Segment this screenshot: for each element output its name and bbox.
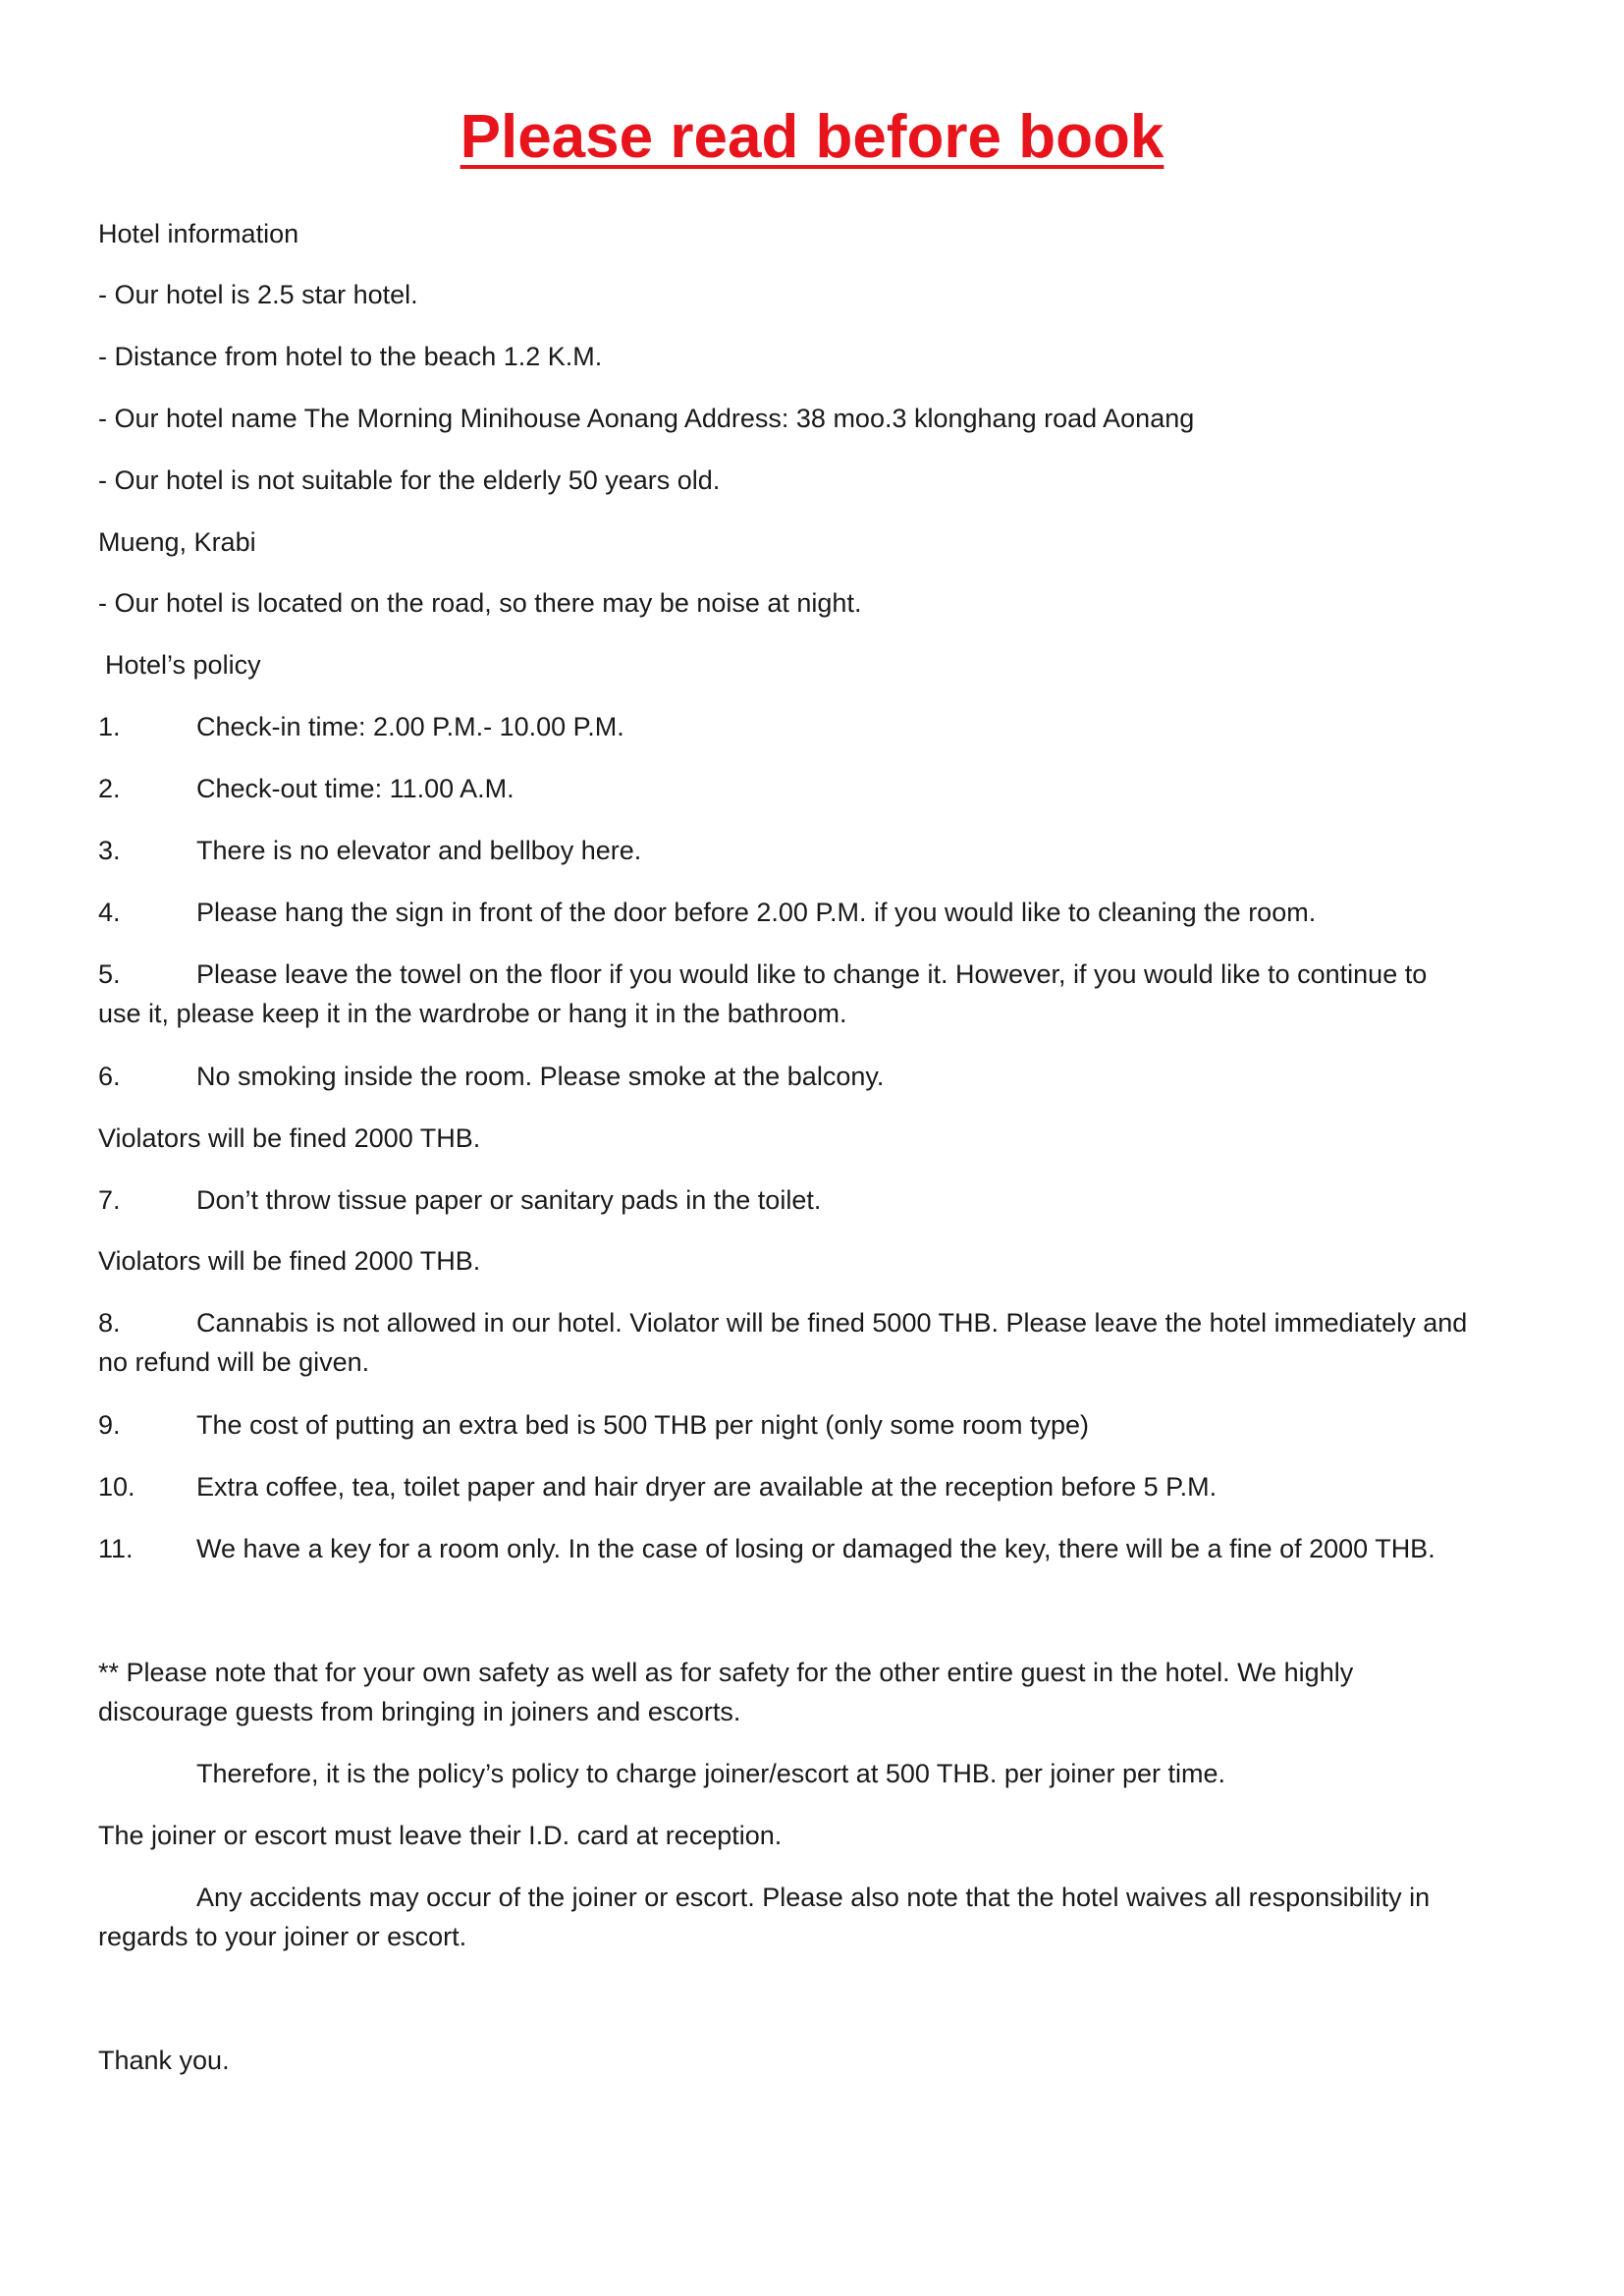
policy-item-number: 4.	[98, 898, 121, 927]
policy-item	[98, 1467, 1217, 1506]
policy-item	[98, 831, 641, 870]
policy-item	[98, 1405, 1089, 1445]
policy-item-number: 2.	[98, 774, 121, 803]
page-title: Please read before book	[460, 103, 1164, 171]
policy-item-text: Please leave the towel on the floor if you would like to change it. However, if you would like to continue to	[196, 959, 1428, 989]
policy-item-text: There is no elevator and bellboy here.	[196, 836, 642, 865]
policy-item	[98, 955, 1427, 994]
policy-item-text: Check-out time: 11.00 A.M.	[196, 774, 514, 803]
policy-item-text: The cost of putting an extra bed is 500 THB per night (only some room type)	[196, 1410, 1089, 1440]
policy-item-number: 9.	[98, 1410, 121, 1440]
policy-item	[98, 1180, 821, 1220]
policy-item-number: 8.	[98, 1308, 121, 1338]
policy-item-text: Don’t throw tissue paper or sanitary pads in the toilet.	[196, 1185, 822, 1215]
policy-item	[98, 1057, 884, 1096]
closing-text: Thank you.	[98, 2046, 230, 2075]
hotel-info-line: - Distance from hotel to the beach 1.2 K.M.	[98, 342, 603, 371]
hotel-info-line: - Our hotel is located on the road, so there may be noise at night.	[98, 588, 862, 618]
policy-item	[98, 769, 514, 808]
policy-item-number: 3.	[98, 836, 121, 865]
policy-item-number: 11.	[98, 1534, 134, 1563]
note-line-text: Therefore, it is the policy’s policy to charge joiner/escort at 500 THB. per joiner per time.	[196, 1759, 1225, 1788]
policy-item-text: Please hang the sign in front of the door before 2.00 P.M. if you would like to cleaning the room.	[196, 898, 1317, 927]
policy-item-text: Check-in time: 2.00 P.M.- 10.00 P.M.	[196, 712, 624, 741]
policy-item-number: 10.	[98, 1472, 135, 1502]
note-line	[98, 1754, 1225, 1793]
hotel-info-line: Mueng, Krabi	[98, 527, 256, 557]
policy-item-text: No smoking inside the room. Please smoke at the balcony.	[196, 1062, 885, 1091]
hotel-info-line: - Our hotel is not suitable for the elderly 50 years old.	[98, 465, 721, 495]
policy-item-number: 6.	[98, 1062, 121, 1091]
policy-item-fine: Violators will be fined 2000 THB.	[98, 1123, 481, 1153]
note-line: discourage guests from bringing in joiners and escorts.	[98, 1697, 741, 1726]
policy-item	[98, 1303, 1467, 1342]
policy-item-number: 5.	[98, 959, 121, 989]
note-line: regards to your joiner or escort.	[98, 1922, 467, 1951]
policy-item	[98, 893, 1316, 932]
policy-item-continuation: use it, please keep it in the wardrobe or hang it in the bathroom.	[98, 999, 847, 1028]
policy-item-text: We have a key for a room only. In the case of losing or damaged the key, there will be a fine of 2000 THB.	[196, 1534, 1435, 1563]
policy-heading: Hotel’s policy	[105, 650, 261, 680]
hotel-info-heading: Hotel information	[98, 219, 299, 248]
policy-item	[98, 707, 624, 746]
hotel-info-line: - Our hotel name The Morning Minihouse Aonang Address: 38 moo.3 klonghang road Aonang	[98, 404, 1195, 433]
policy-item-number: 7.	[98, 1185, 121, 1215]
policy-item-fine: Violators will be fined 2000 THB.	[98, 1246, 481, 1276]
note-line	[98, 1878, 1430, 1917]
hotel-info-line: - Our hotel is 2.5 star hotel.	[98, 280, 418, 309]
policy-item-text: Extra coffee, tea, toilet paper and hair dryer are available at the reception before 5 P.M.	[196, 1472, 1218, 1502]
note-line-text: Any accidents may occur of the joiner or escort. Please also note that the hotel waives all responsibility in	[196, 1883, 1431, 1912]
note-line: ** Please note that for your own safety as well as for safety for the other entire guest in the hotel. We highly	[98, 1658, 1354, 1687]
policy-item-number: 1.	[98, 712, 121, 741]
policy-item-text: Cannabis is not allowed in our hotel. Violator will be fined 5000 THB. Please leave the hotel immediately and	[196, 1308, 1468, 1338]
note-line: The joiner or escort must leave their I.D. card at reception.	[98, 1821, 783, 1850]
policy-item-continuation: no refund will be given.	[98, 1347, 370, 1377]
policy-item	[98, 1529, 1435, 1568]
